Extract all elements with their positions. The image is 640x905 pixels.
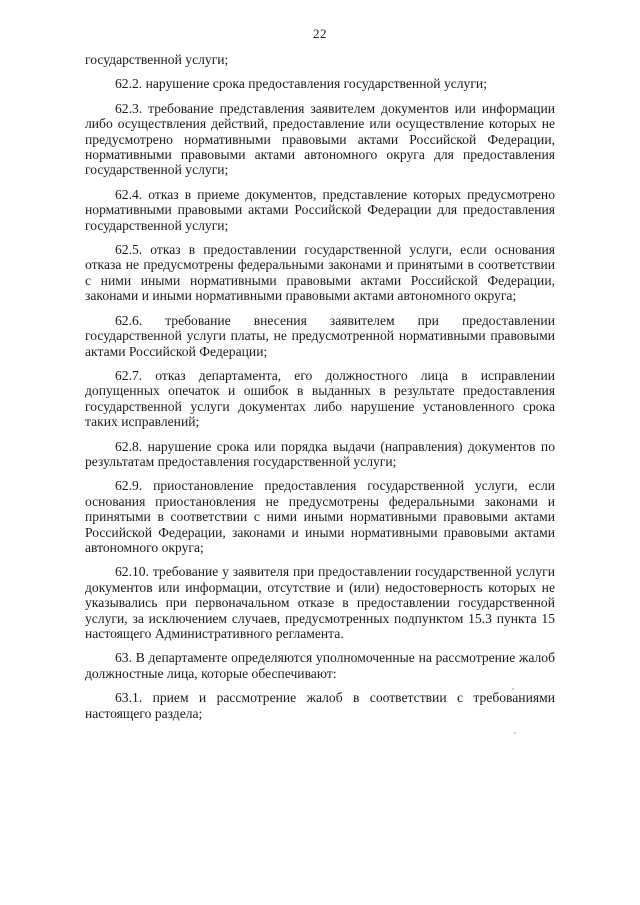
paragraph-62-9: 62.9. приостановление предоставления государственной услуги, если основания приостановления не предусмотрены федеральными законами и принятыми в соответствии с ними иными нормативными правовыми актами Российской Федерации, законами и иными нормативными правовыми актами автономного округа; (85, 478, 555, 555)
scan-speck (514, 732, 516, 734)
paragraph-62-3: 62.3. требование представления заявителем документов или информации либо осуществления действий, предоставление или осуществление которых не предусмотрено нормативными правовыми актами Российской Федерации, нормативными правовыми актами автономного округа для предоставления государственной услуги; (85, 100, 555, 178)
scan-speck (512, 688, 514, 690)
paragraph-62-4: 62.4. отказ в приеме документов, представление которых предусмотрено нормативными правовыми актами Российской Федерации для предоставления государственной услуги; (85, 186, 555, 233)
document-body (85, 52, 555, 730)
paragraph-62-10: 62.10. требование у заявителя при предоставлении государственной услуги документов или информации, отсутствие и (или) недостоверность которых не указывались при первоначальном отказе в предоставлении государственной услуги, за исключением случаев, предусмотренных подпунктом 15.3 пункта 15 настоящего Административного регламента. (85, 564, 555, 641)
paragraph-62-6: 62.6. требование внесения заявителем при предоставлении государственной услуги платы, не предусмотренной нормативными правовыми актами Российской Федерации; (85, 312, 555, 359)
paragraph-continuation: государственной услуги; (85, 52, 229, 67)
page-number: 22 (313, 26, 327, 41)
paragraph-62-8: 62.8. нарушение срока или порядка выдачи (направления) документов по результатам предоставления государственной услуги; (85, 438, 555, 469)
paragraph-63: 63. В департаменте определяются уполномоченные на рассмотрение жалоб должностные лица, которые обеспечивают: (85, 650, 555, 681)
paragraph-62-2: 62.2. нарушение срока предоставления государственной услуги; (115, 76, 487, 92)
paragraph-62-5: 62.5. отказ в предоставлении государственной услуги, если основания отказа не предусмотрены федеральными законами и принятыми в соответствии с ними иными нормативными правовыми актами Российской Федерации, законами и иными нормативными правовыми актами автономного округа; (85, 242, 555, 304)
paragraph-63-1: 63.1. прием и рассмотрение жалоб в соответствии с требованиями настоящего раздела; (85, 690, 555, 721)
paragraph-62-7: 62.7. отказ департамента, его должностного лица в исправлении допущенных опечаток и ошибок в выданных в результате предоставления государственной услуги документах либо нарушение установленного срока таких исправлений; (85, 367, 555, 430)
